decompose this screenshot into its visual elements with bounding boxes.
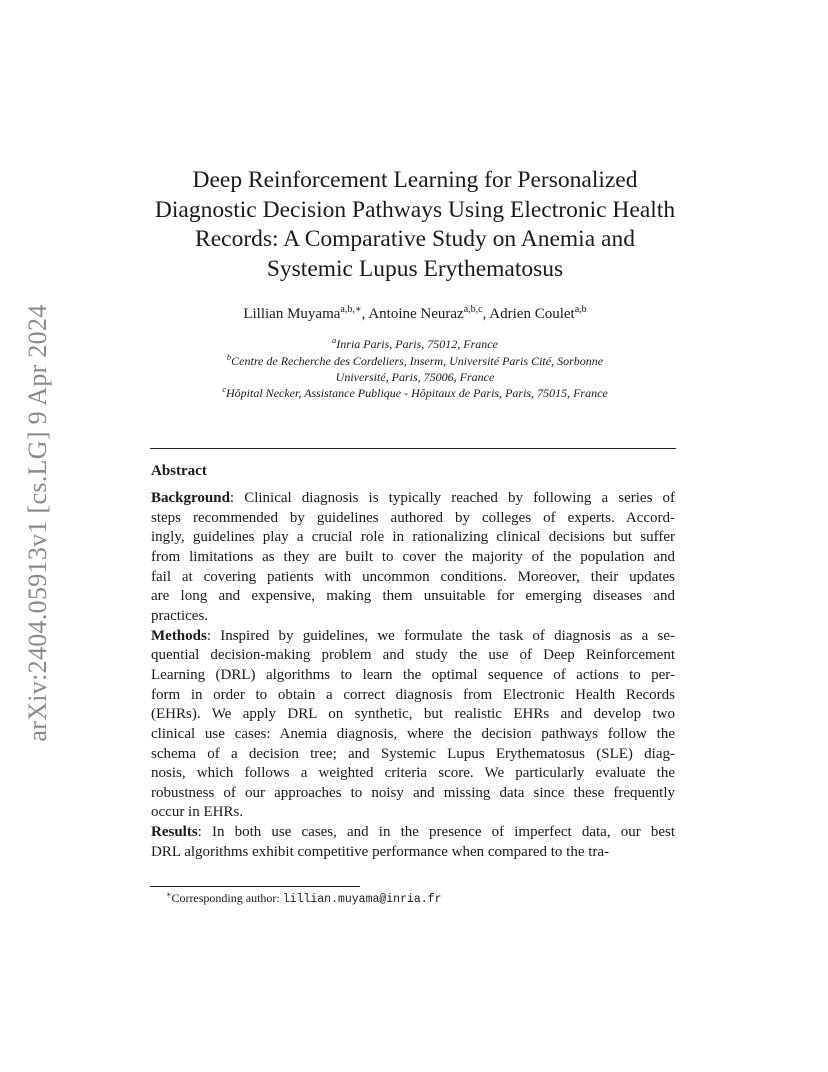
- author-separator: ,: [482, 306, 490, 322]
- affiliation-text: Hôpital Necker, Assistance Publique - Hôpitaux de Paris, Paris, 75015, France: [226, 386, 608, 400]
- title-line: Systemic Lupus Erythematosus: [266, 255, 564, 282]
- abstract-top-rule: [150, 448, 676, 449]
- abstract-line-text: : Clinical diagnosis is typically reached by following a series of: [229, 490, 675, 506]
- title-line: Records: A Comparative Study on Anemia and: [195, 226, 635, 252]
- footnote: [166, 890, 442, 908]
- abstract-line-text: robustness of our approaches to noisy and missing data since these frequently: [151, 784, 675, 801]
- abstract-line-text: steps recommended by guidelines authored by colleges of experts. Accord-: [151, 509, 675, 526]
- abstract-line: [151, 686, 675, 706]
- arxiv-identifier-margin: arXiv:2404.05913v1 [cs.LG] 9 Apr 2024: [23, 304, 52, 742]
- abstract-line: [151, 764, 675, 784]
- affiliation-text: Université, Paris, 75006, France: [335, 370, 495, 384]
- abstract-line: [151, 489, 675, 509]
- abstract-line: [151, 646, 675, 666]
- affiliation-mark: a: [332, 335, 337, 345]
- abstract-section-label: Background: [151, 490, 230, 506]
- abstract-line: [151, 627, 675, 647]
- abstract-line: [151, 587, 675, 607]
- abstract-line: [151, 548, 675, 568]
- abstract-line: [151, 745, 675, 765]
- abstract-line-text: schema of a decision tree; and Systemic Lupus Erythematosus (SLE) diag-: [151, 745, 675, 762]
- abstract-line: [151, 666, 675, 686]
- abstract-line: [151, 823, 675, 843]
- affiliation-text: Centre de Recherche des Cordeliers, Inserm, Université Paris Cité, Sorbonne: [231, 354, 604, 368]
- footnote-mark: ∗: [166, 890, 172, 899]
- abstract-line-text: : Inspired by guidelines, we formulate the task of diagnosis as a se-: [206, 627, 675, 644]
- abstract-line: [151, 803, 675, 823]
- author-affiliation-marks: a,b,∗: [340, 304, 362, 315]
- abstract-line-text: : In both use cases, and in the presence of imperfect data, our best: [197, 824, 675, 840]
- abstract-line-text: nosis, which follows a weighted criteria score. We particularly evaluate the: [151, 765, 675, 782]
- affiliation-b: [140, 353, 690, 370]
- author-affiliation-marks: a,b,c: [463, 304, 483, 315]
- affiliation-c: [140, 385, 690, 402]
- abstract-line: [151, 784, 675, 804]
- footnote-rule: [150, 886, 360, 887]
- author-separator: ,: [361, 306, 369, 322]
- abstract-line-text: form in order to obtain a correct diagnosis from Electronic Health Records: [151, 686, 675, 703]
- author-name: Adrien Coulet: [489, 306, 575, 322]
- paper-title: [140, 166, 690, 284]
- abstract-line-text: practices.: [151, 607, 209, 624]
- footnote-text: Corresponding author:: [171, 891, 283, 905]
- abstract-heading: Abstract: [151, 463, 207, 479]
- abstract-line-text: (EHRs). We apply DRL on synthetic, but realistic EHRs and develop two: [151, 706, 675, 723]
- abstract-line: [151, 705, 675, 725]
- corresponding-email: lillian.muyama@inria.fr: [282, 893, 442, 906]
- title-line: Diagnostic Decision Pathways Using Electronic Health: [154, 196, 676, 223]
- abstract-line-text: quential decision-making problem and study the use of Deep Reinforcement: [151, 647, 675, 664]
- author-affiliation-marks: a,b: [574, 304, 587, 315]
- author-list: [140, 304, 690, 324]
- author-name: Lillian Muyama: [243, 306, 341, 322]
- abstract-line-text: are long and expensive, making them unsuitable for emerging diseases and: [151, 588, 675, 605]
- abstract-section-label: Results: [151, 824, 198, 840]
- affiliation-text: Inria Paris, Paris, 75012, France: [336, 337, 498, 351]
- affiliation-mark: c: [222, 384, 227, 394]
- abstract-line: [151, 607, 675, 627]
- abstract-line: [151, 528, 675, 548]
- abstract-line-text: Learning (DRL) algorithms to learn the optimal sequence of actions to per-: [151, 666, 675, 683]
- abstract-line-text: clinical use cases: Anemia diagnosis, where the decision pathways follow the: [151, 725, 675, 742]
- abstract-line-text: fail at covering patients with uncommon conditions. Moreover, their updates: [151, 568, 675, 585]
- abstract-line: [151, 568, 675, 588]
- abstract-section-label: Methods: [151, 627, 207, 644]
- abstract-line-text: occur in EHRs.: [151, 804, 244, 821]
- author-name: Antoine Neuraz: [368, 306, 464, 322]
- abstract-line-text: ingly, guidelines play a crucial role in rationalizing clinical decisions but suffer: [151, 529, 675, 546]
- abstract-line: [151, 509, 675, 529]
- abstract-line: [151, 843, 675, 863]
- abstract-line-text: from limitations as they are built to cover the majority of the population and: [151, 549, 675, 565]
- affiliation-mark: b: [226, 352, 232, 362]
- affiliation-a: [140, 336, 690, 353]
- abstract-line-text: DRL algorithms exhibit competitive performance when compared to the tra-: [151, 843, 610, 860]
- title-line: Deep Reinforcement Learning for Personalized: [192, 167, 638, 193]
- abstract-line: [151, 725, 675, 745]
